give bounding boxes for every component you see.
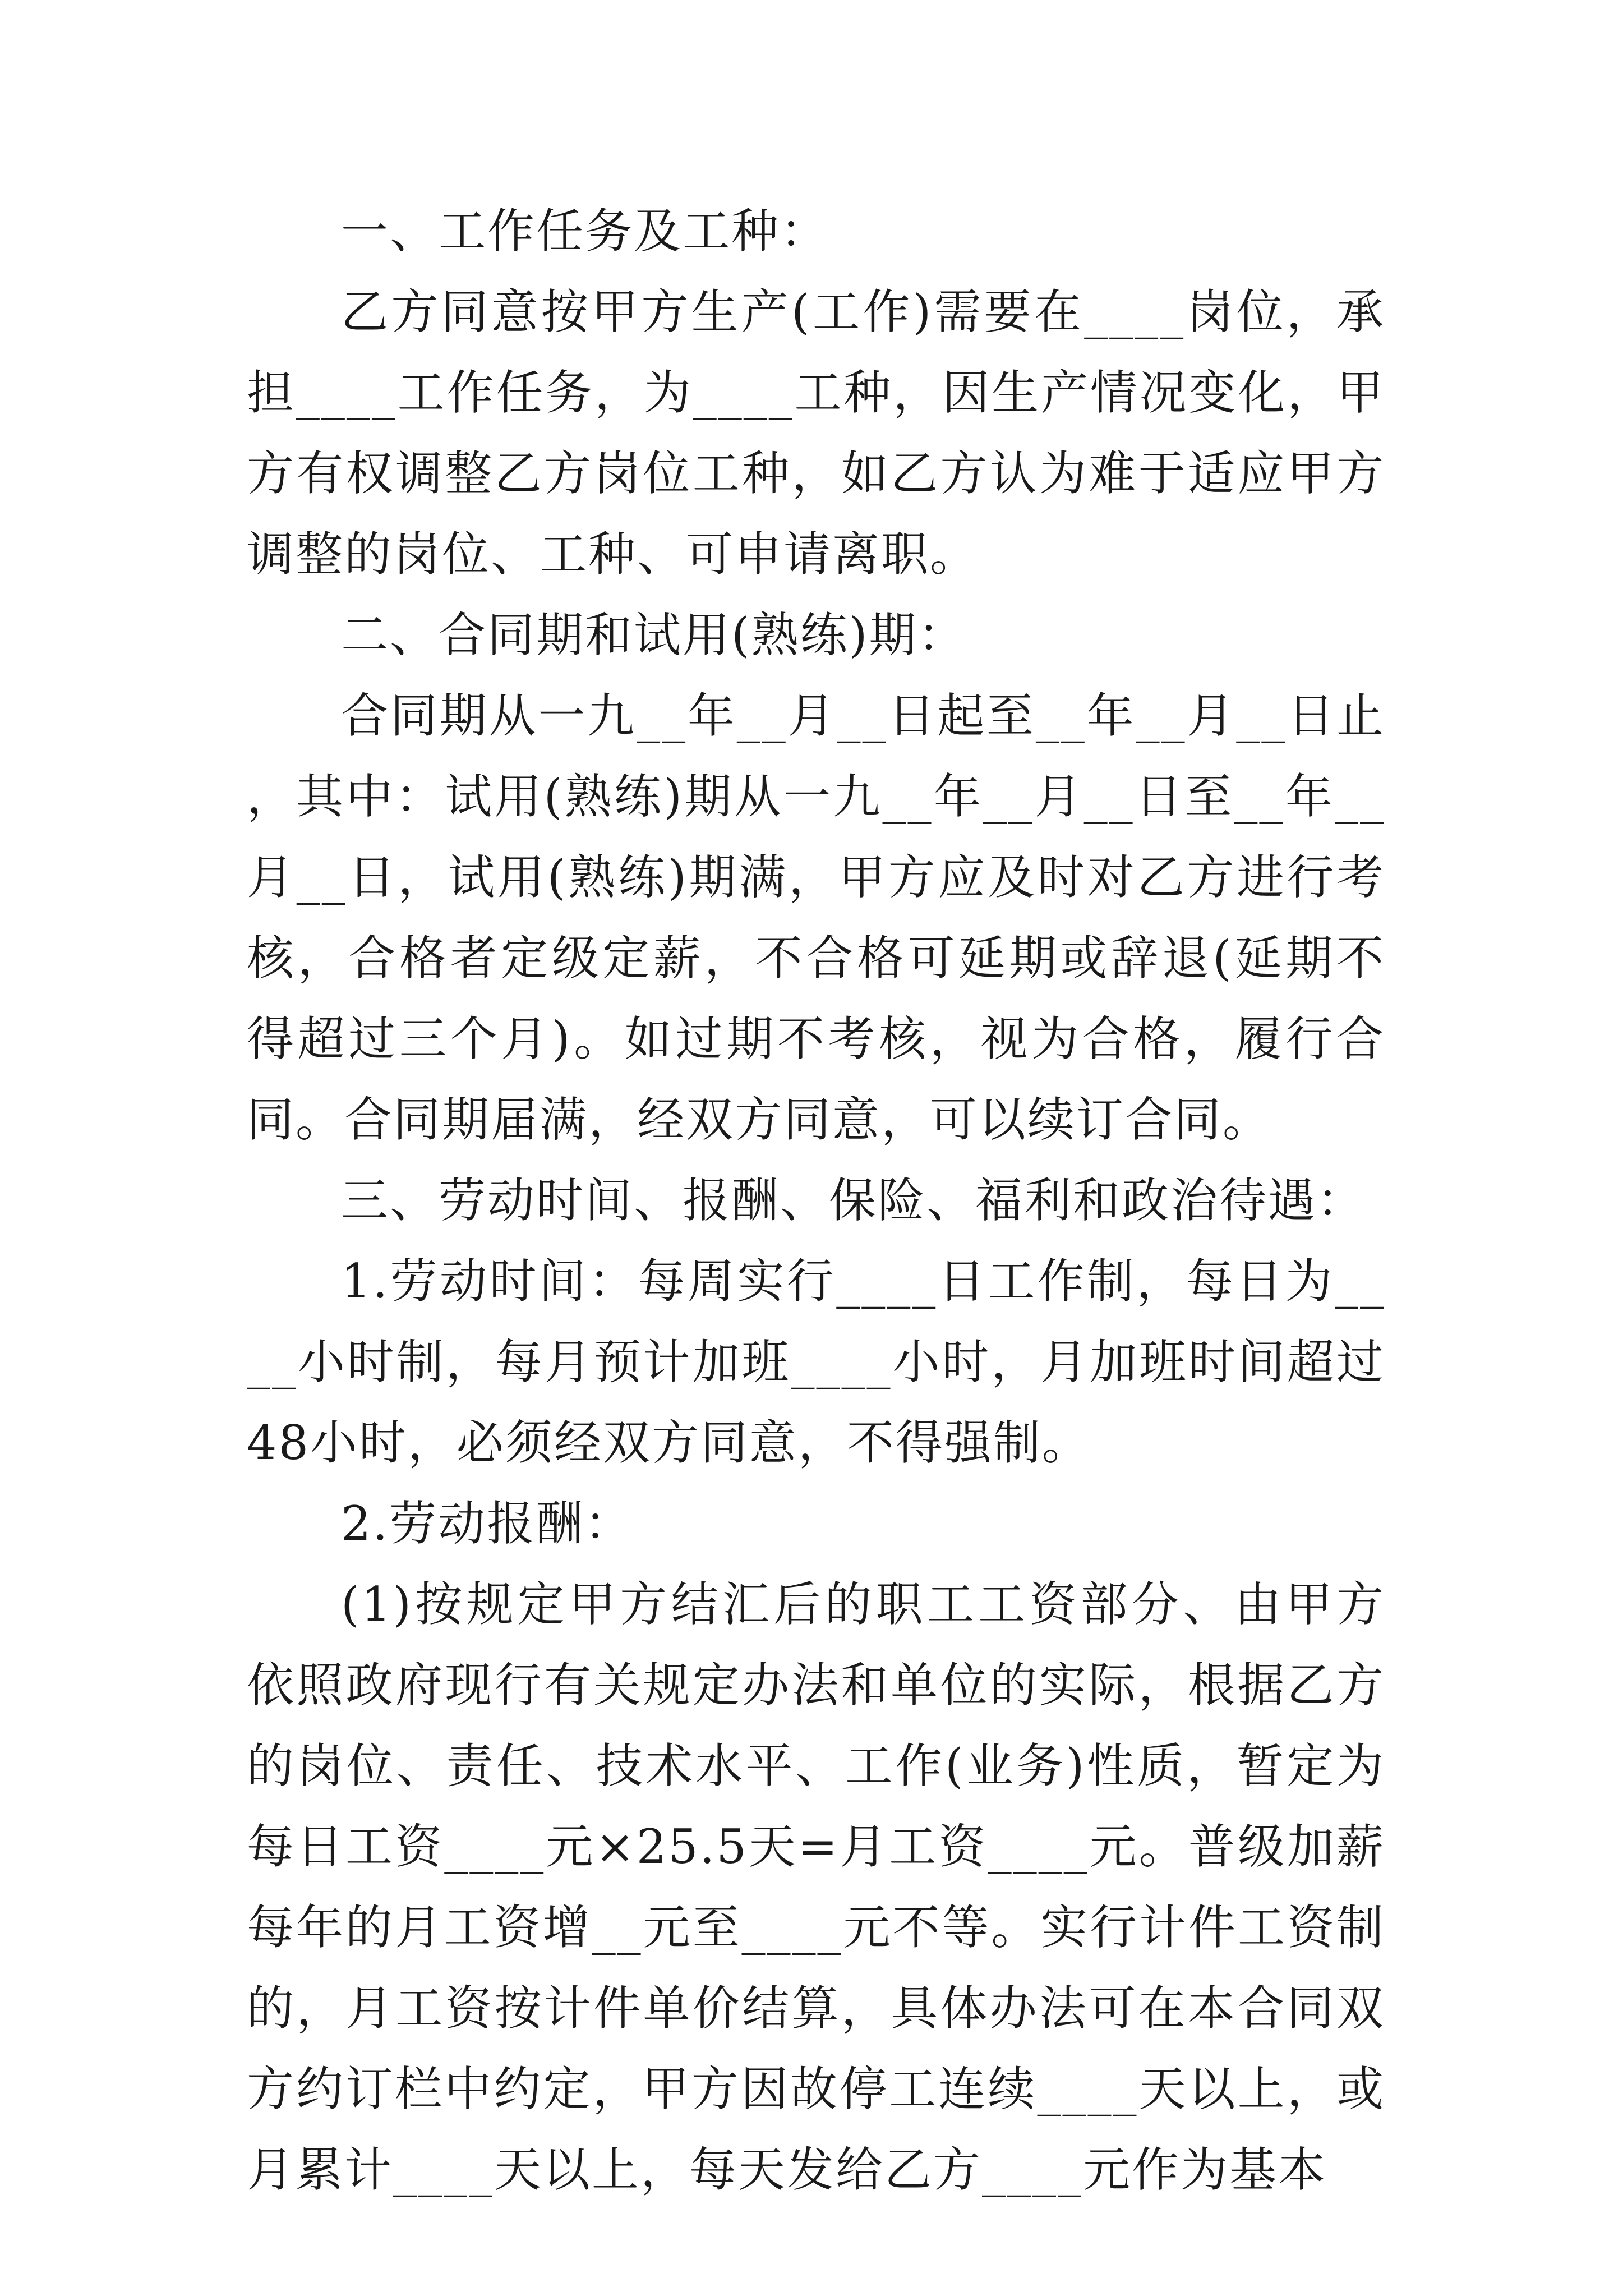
section-2-body: 合同期从一九__年__月__日起至__年__月__日止，其中：试用(熟练)期从一九__年__月__日至__年__月__日，试用(熟练)期满，甲方应及时对乙方进行考核，合格者定级定薪，不合格可延期或辞退(延期不得超过三个月)。如过期不考核，视为合格，履行合同。合同期届满，经双方同意，可以续订合同。: [247, 688, 1385, 1147]
working-hours-clause: 1.劳动时间：每周实行____日工作制，每日为____小时制，每月预计加班____小时，月加班时间超过48小时，必须经双方同意，不得强制。: [247, 1254, 1385, 1470]
remuneration-clause-1: (1)按规定甲方结汇后的职工工资部分、由甲方依照政府现行有关规定办法和单位的实际，根据乙方的岗位、责任、技术水平、工作(业务)性质，暂定为每日工资____元×25.5天=月工资____元。普级加薪每年的月工资增__元至____元不等。实行计件工资制的，月工资按计件单价结算，具体办法可在本合同双方约订栏中约定，甲方因故停工连续____天以上，或月累计____天以上，每天发给乙方____元作为基本: [247, 1577, 1385, 2197]
section-2-heading: 二、合同期和试用(熟练)期：: [341, 608, 967, 662]
remuneration-heading: 2.劳动报酬：: [341, 1496, 634, 1551]
section-3-heading: 三、劳动时间、报酬、保险、福利和政治待遇：: [341, 1173, 1366, 1228]
section-1-heading: 一、工作任务及工种：: [341, 204, 829, 259]
document-page: [247, 191, 1385, 2210]
section-1-body: 乙方同意按甲方生产(工作)需要在____岗位，承担____工作任务，为____工种，因生产情况变化，甲方有权调整乙方岗位工种，如乙方认为难于适应甲方调整的岗位、工种、可申请离职。: [247, 284, 1385, 582]
